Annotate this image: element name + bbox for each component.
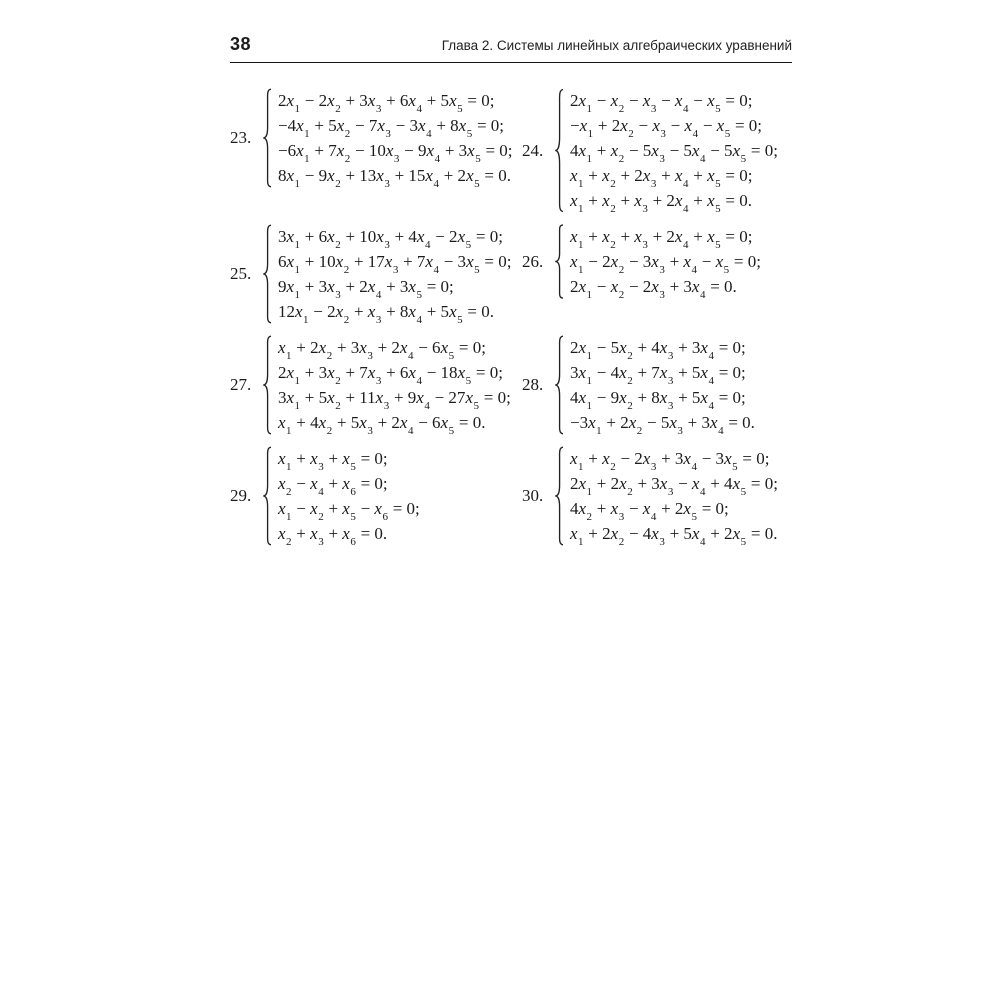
equation-line: $x_1 + 4x_2 + 5x_3 + 2x_4 - 6x_5 = 0$. [278, 413, 486, 438]
equation-line: $12x_1 - 2x_2 + x_3 + 8x_4 + 5x_5 = 0$. [278, 302, 494, 327]
equation-line: $x_1 - 2x_2 - 3x_3 + x_4 - x_5 = 0$; [570, 252, 761, 277]
equation-line: $2x_1 - 2x_2 + 3x_3 + 6x_4 + 5x_5 = 0$; [278, 91, 495, 116]
equation-list [278, 224, 512, 327]
page-number: 38 [230, 34, 252, 54]
problem-28 [522, 335, 792, 438]
equation-list [570, 335, 755, 438]
problems-grid [230, 88, 792, 549]
system-brace-icon [261, 88, 274, 188]
problem-number: 28. [522, 375, 544, 394]
equation-list [570, 224, 761, 302]
chapter-title: Глава 2. Системы линейных алгебраических уравнений [441, 38, 792, 53]
problem-number: 25. [230, 264, 252, 283]
equation-line: $x_1 + x_2 + x_3 + 2x_4 + x_5 = 0$. [570, 191, 752, 216]
equation-line: $x_1 + x_2 - 2x_3 + 3x_4 - 3x_5 = 0$; [570, 449, 770, 474]
equation-line: $x_2 - x_4 + x_6 = 0$; [278, 474, 388, 499]
system-brace-icon [261, 224, 274, 324]
equation-line: $3x_1 - 4x_2 + 7x_3 + 5x_4 = 0$; [570, 363, 746, 388]
page-content [230, 34, 792, 549]
problem-number: 30. [522, 486, 544, 505]
problem-29 [230, 446, 522, 549]
equation-line: $x_2 + x_3 + x_6 = 0$. [278, 524, 388, 549]
problem-number: 23. [230, 128, 252, 147]
equation-line: $4x_2 + x_3 - x_4 + 2x_5 = 0$; [570, 499, 729, 524]
system-brace-icon [553, 88, 566, 213]
equation-line: $6x_1 + 10x_2 + 17x_3 + 7x_4 - 3x_5 = 0$; [278, 252, 512, 277]
equation-line: $-x_1 + 2x_2 - x_3 - x_4 - x_5 = 0$; [570, 116, 763, 141]
problem-26 [522, 224, 792, 302]
equation-line: $8x_1 - 9x_2 + 13x_3 + 15x_4 + 2x_5 = 0$. [278, 166, 511, 191]
problem-number: 29. [230, 486, 252, 505]
header-rule [230, 62, 792, 63]
problem-number: 24. [522, 140, 544, 160]
problem-24 [522, 88, 792, 216]
equation-line: $x_1 - x_2 + x_5 - x_6 = 0$; [278, 499, 420, 524]
problem-27 [230, 335, 522, 438]
system-brace-icon [553, 446, 566, 546]
problem-25 [230, 224, 522, 327]
equation-line: $2x_1 - x_2 - x_3 - x_4 - x_5 = 0$; [570, 91, 753, 116]
equation-line: $-4x_1 + 5x_2 - 7x_3 - 3x_4 + 8x_5 = 0$; [278, 116, 505, 141]
system-brace-icon [553, 224, 566, 299]
equation-list [570, 446, 778, 549]
equation-line: $2x_1 + 2x_2 + 3x_3 - x_4 + 4x_5 = 0$; [570, 474, 778, 499]
equation-line: $x_1 + x_3 + x_5 = 0$; [278, 449, 388, 474]
equation-line: $x_1 + 2x_2 + 3x_3 + 2x_4 - 6x_5 = 0$; [278, 338, 486, 363]
equation-list [278, 88, 513, 191]
equation-list [278, 335, 511, 438]
equation-list [278, 446, 420, 549]
problem-30 [522, 446, 792, 549]
equation-line: $2x_1 - 5x_2 + 4x_3 + 3x_4 = 0$; [570, 338, 746, 363]
equation-line: $x_1 + x_2 + 2x_3 + x_4 + x_5 = 0$; [570, 166, 753, 191]
equation-line: $2x_1 + 3x_2 + 7x_3 + 6x_4 - 18x_5 = 0$; [278, 363, 503, 388]
equation-line: $-3x_1 + 2x_2 - 5x_3 + 3x_4 = 0$. [570, 413, 755, 438]
problem-23 [230, 88, 522, 191]
equation-line: $3x_1 + 5x_2 + 11x_3 + 9x_4 - 27x_5 = 0$; [278, 388, 511, 413]
equation-list [570, 88, 778, 216]
system-brace-icon [261, 446, 274, 546]
page-header [230, 34, 792, 62]
equation-line: $x_1 + x_2 + x_3 + 2x_4 + x_5 = 0$; [570, 227, 753, 252]
system-brace-icon [261, 335, 274, 435]
equation-line: $9x_1 + 3x_3 + 2x_4 + 3x_5 = 0$; [278, 277, 454, 302]
problem-number: 27. [230, 375, 252, 394]
equation-line: $4x_1 - 9x_2 + 8x_3 + 5x_4 = 0$; [570, 388, 746, 413]
equation-line: $x_1 + 2x_2 - 4x_3 + 5x_4 + 2x_5 = 0$. [570, 524, 778, 549]
problem-number: 26. [522, 251, 544, 271]
system-brace-icon [553, 335, 566, 435]
equation-line: $3x_1 + 6x_2 + 10x_3 + 4x_4 - 2x_5 = 0$; [278, 227, 503, 252]
equation-line: $4x_1 + x_2 - 5x_3 - 5x_4 - 5x_5 = 0$; [570, 141, 778, 166]
equation-line: $-6x_1 + 7x_2 - 10x_3 - 9x_4 + 3x_5 = 0$; [278, 141, 513, 166]
equation-line: $2x_1 - x_2 - 2x_3 + 3x_4 = 0$. [570, 277, 737, 302]
